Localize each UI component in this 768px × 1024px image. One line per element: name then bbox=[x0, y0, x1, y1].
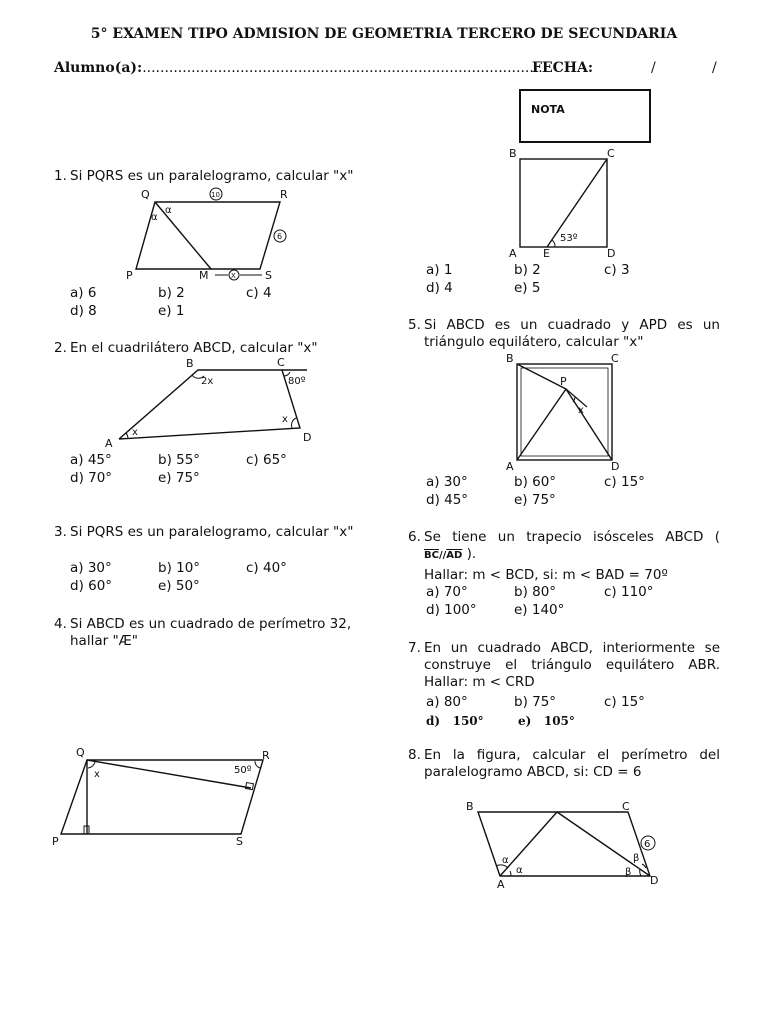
parallel-notation bbox=[424, 546, 476, 564]
vertex-label: Q bbox=[76, 746, 85, 759]
question-text: Si ABCD es un cuadrado y APD es un bbox=[424, 317, 720, 333]
option[interactable]: e) 75° bbox=[514, 492, 556, 508]
option[interactable]: a) 30° bbox=[70, 560, 112, 576]
question-text: Si PQRS es un paralelogramo, calcular "x" bbox=[70, 168, 354, 184]
vertex-label: D bbox=[303, 431, 312, 444]
figure-q4-square bbox=[505, 144, 635, 264]
angle-label: β bbox=[625, 867, 632, 878]
vertex-label: D bbox=[611, 460, 620, 473]
segment-ad: $\overline{AD}$ bbox=[446, 550, 463, 561]
option[interactable]: e) 1 bbox=[158, 303, 185, 319]
question-text: ). bbox=[466, 546, 477, 562]
angle-label: 80º bbox=[288, 376, 306, 387]
unknown-label: X bbox=[231, 272, 236, 280]
option[interactable]: b) 60° bbox=[514, 474, 557, 490]
option[interactable]: e) 50° bbox=[158, 578, 200, 594]
vertex-label: A bbox=[509, 247, 517, 260]
option[interactable]: b) 2 bbox=[514, 262, 541, 278]
option[interactable]: c) 40° bbox=[246, 560, 287, 576]
angle-label: 50º bbox=[234, 765, 252, 776]
option[interactable]: c) 65° bbox=[246, 452, 287, 468]
vertex-label: C bbox=[611, 352, 619, 365]
segment-bc: $\overline{BC}$ bbox=[424, 550, 439, 561]
question-text: triángulo equilátero, calcular "x" bbox=[424, 334, 644, 350]
angle-label: α bbox=[165, 205, 172, 216]
question-text: En un cuadrado ABCD, interiormente se bbox=[424, 640, 720, 656]
option[interactable]: b) 75° bbox=[514, 694, 557, 710]
vertex-label: R bbox=[280, 188, 288, 201]
option[interactable]: b) 2 bbox=[158, 285, 185, 301]
date-separator: / bbox=[712, 60, 717, 76]
question-text: hallar "Æ" bbox=[70, 633, 139, 649]
question-text: Se tiene un trapecio isósceles ABCD ( bbox=[424, 529, 720, 545]
angle-label: x bbox=[132, 427, 138, 438]
vertex-label: D bbox=[650, 874, 659, 887]
question-text: paralelogramo ABCD, si: CD = 6 bbox=[424, 764, 642, 780]
vertex-label: M bbox=[199, 269, 209, 282]
vertex-label: A bbox=[105, 437, 113, 450]
option[interactable]: e) 105° bbox=[518, 714, 575, 728]
vertex-label: C bbox=[607, 147, 615, 160]
angle-label: x bbox=[94, 769, 100, 780]
vertex-label: P bbox=[126, 269, 133, 282]
question-text: Si PQRS es un paralelogramo, calcular "x" bbox=[70, 524, 354, 540]
question-text: construye el triángulo equilátero ABR. bbox=[424, 657, 720, 673]
vertex-label: D bbox=[607, 247, 616, 260]
question-number: 8. bbox=[408, 747, 421, 763]
vertex-label: P bbox=[52, 835, 59, 848]
question-text: En la figura, calcular el perímetro del bbox=[424, 747, 720, 763]
figure-q8-parallelogram bbox=[460, 798, 670, 893]
option[interactable]: c) 15° bbox=[604, 474, 645, 490]
option[interactable]: d) 8 bbox=[70, 303, 97, 319]
angle-label: 2x bbox=[201, 376, 214, 387]
option[interactable]: b) 10° bbox=[158, 560, 201, 576]
length-label: 6 bbox=[277, 232, 283, 241]
vertex-label: E bbox=[543, 247, 550, 260]
exam-title: 5° EXAMEN TIPO ADMISION DE GEOMETRIA TERCERO DE SECUNDARIA bbox=[90, 26, 678, 42]
question-number: 6. bbox=[408, 529, 421, 545]
question-number: 3. bbox=[54, 524, 67, 540]
question-text: Hallar: m < CRD bbox=[424, 674, 535, 690]
option[interactable]: c) 4 bbox=[246, 285, 272, 301]
question-text: En el cuadrilátero ABCD, calcular "x" bbox=[70, 340, 318, 356]
option[interactable]: a) 1 bbox=[426, 262, 453, 278]
grade-label: NOTA bbox=[531, 103, 565, 116]
student-field bbox=[54, 60, 543, 76]
angle-label: β bbox=[633, 853, 640, 864]
angle-label: α bbox=[502, 855, 509, 866]
figure-q1-parallelogram bbox=[120, 184, 310, 284]
vertex-label: A bbox=[506, 460, 514, 473]
date-label: FECHA: bbox=[532, 60, 594, 76]
vertex-label: R bbox=[262, 749, 270, 762]
option[interactable]: a) 6 bbox=[70, 285, 97, 301]
option[interactable]: e) 5 bbox=[514, 280, 541, 296]
vertex-label: P bbox=[560, 375, 567, 388]
question-number: 4. bbox=[54, 616, 67, 632]
option[interactable]: d) 45° bbox=[426, 492, 469, 508]
parallel-symbol: // bbox=[438, 550, 447, 561]
vertex-label: Q bbox=[141, 188, 150, 201]
option[interactable]: e) 140° bbox=[514, 602, 565, 618]
vertex-label: C bbox=[622, 800, 630, 813]
vertex-label: B bbox=[186, 357, 194, 370]
figure-q2-quadrilateral bbox=[100, 354, 320, 454]
vertex-label: B bbox=[509, 147, 517, 160]
option[interactable]: c) 3 bbox=[604, 262, 630, 278]
vertex-label: B bbox=[466, 800, 474, 813]
option[interactable]: d) 70° bbox=[70, 470, 113, 486]
option[interactable]: d) 150° bbox=[426, 714, 484, 728]
angle-label: 53º bbox=[560, 233, 578, 244]
length-label: 6 bbox=[644, 839, 651, 850]
question-number: 5. bbox=[408, 317, 421, 333]
figure-q3-parallelogram bbox=[48, 744, 288, 854]
date-separator: / bbox=[651, 60, 656, 76]
option[interactable]: d) 100° bbox=[426, 602, 477, 618]
option[interactable]: b) 80° bbox=[514, 584, 557, 600]
angle-label: α bbox=[151, 212, 158, 223]
option[interactable]: d) 4 bbox=[426, 280, 453, 296]
question-number: 1. bbox=[54, 168, 67, 184]
angle-label: x bbox=[282, 414, 288, 425]
option[interactable]: a) 45° bbox=[70, 452, 112, 468]
option[interactable]: a) 80° bbox=[426, 694, 468, 710]
student-label: Alumno(a): bbox=[54, 60, 143, 76]
vertex-label: A bbox=[497, 878, 505, 891]
vertex-label: B bbox=[506, 352, 514, 365]
vertex-label: S bbox=[236, 835, 243, 848]
question-text: Si ABCD es un cuadrado de perímetro 32, bbox=[70, 616, 352, 632]
question-number: 2. bbox=[54, 340, 67, 356]
option[interactable]: c) 110° bbox=[604, 584, 654, 600]
length-label: 10 bbox=[211, 191, 220, 199]
grade-box bbox=[519, 89, 651, 143]
figure-q5-square-triangle bbox=[503, 350, 633, 475]
option[interactable]: b) 55° bbox=[158, 452, 201, 468]
question-text: Hallar: m < BCD, si: m < BAD = 70º bbox=[424, 567, 668, 583]
option[interactable]: a) 70° bbox=[426, 584, 468, 600]
option[interactable]: d) 60° bbox=[70, 578, 113, 594]
angle-label: x bbox=[578, 405, 584, 416]
vertex-label: S bbox=[265, 269, 272, 282]
option[interactable]: c) 15° bbox=[604, 694, 645, 710]
vertex-label: C bbox=[277, 356, 285, 369]
question-number: 7. bbox=[408, 640, 421, 656]
option[interactable]: e) 75° bbox=[158, 470, 200, 486]
student-dots: .......................................................................................... bbox=[142, 60, 543, 76]
option[interactable]: a) 30° bbox=[426, 474, 468, 490]
angle-label: α bbox=[516, 865, 523, 876]
